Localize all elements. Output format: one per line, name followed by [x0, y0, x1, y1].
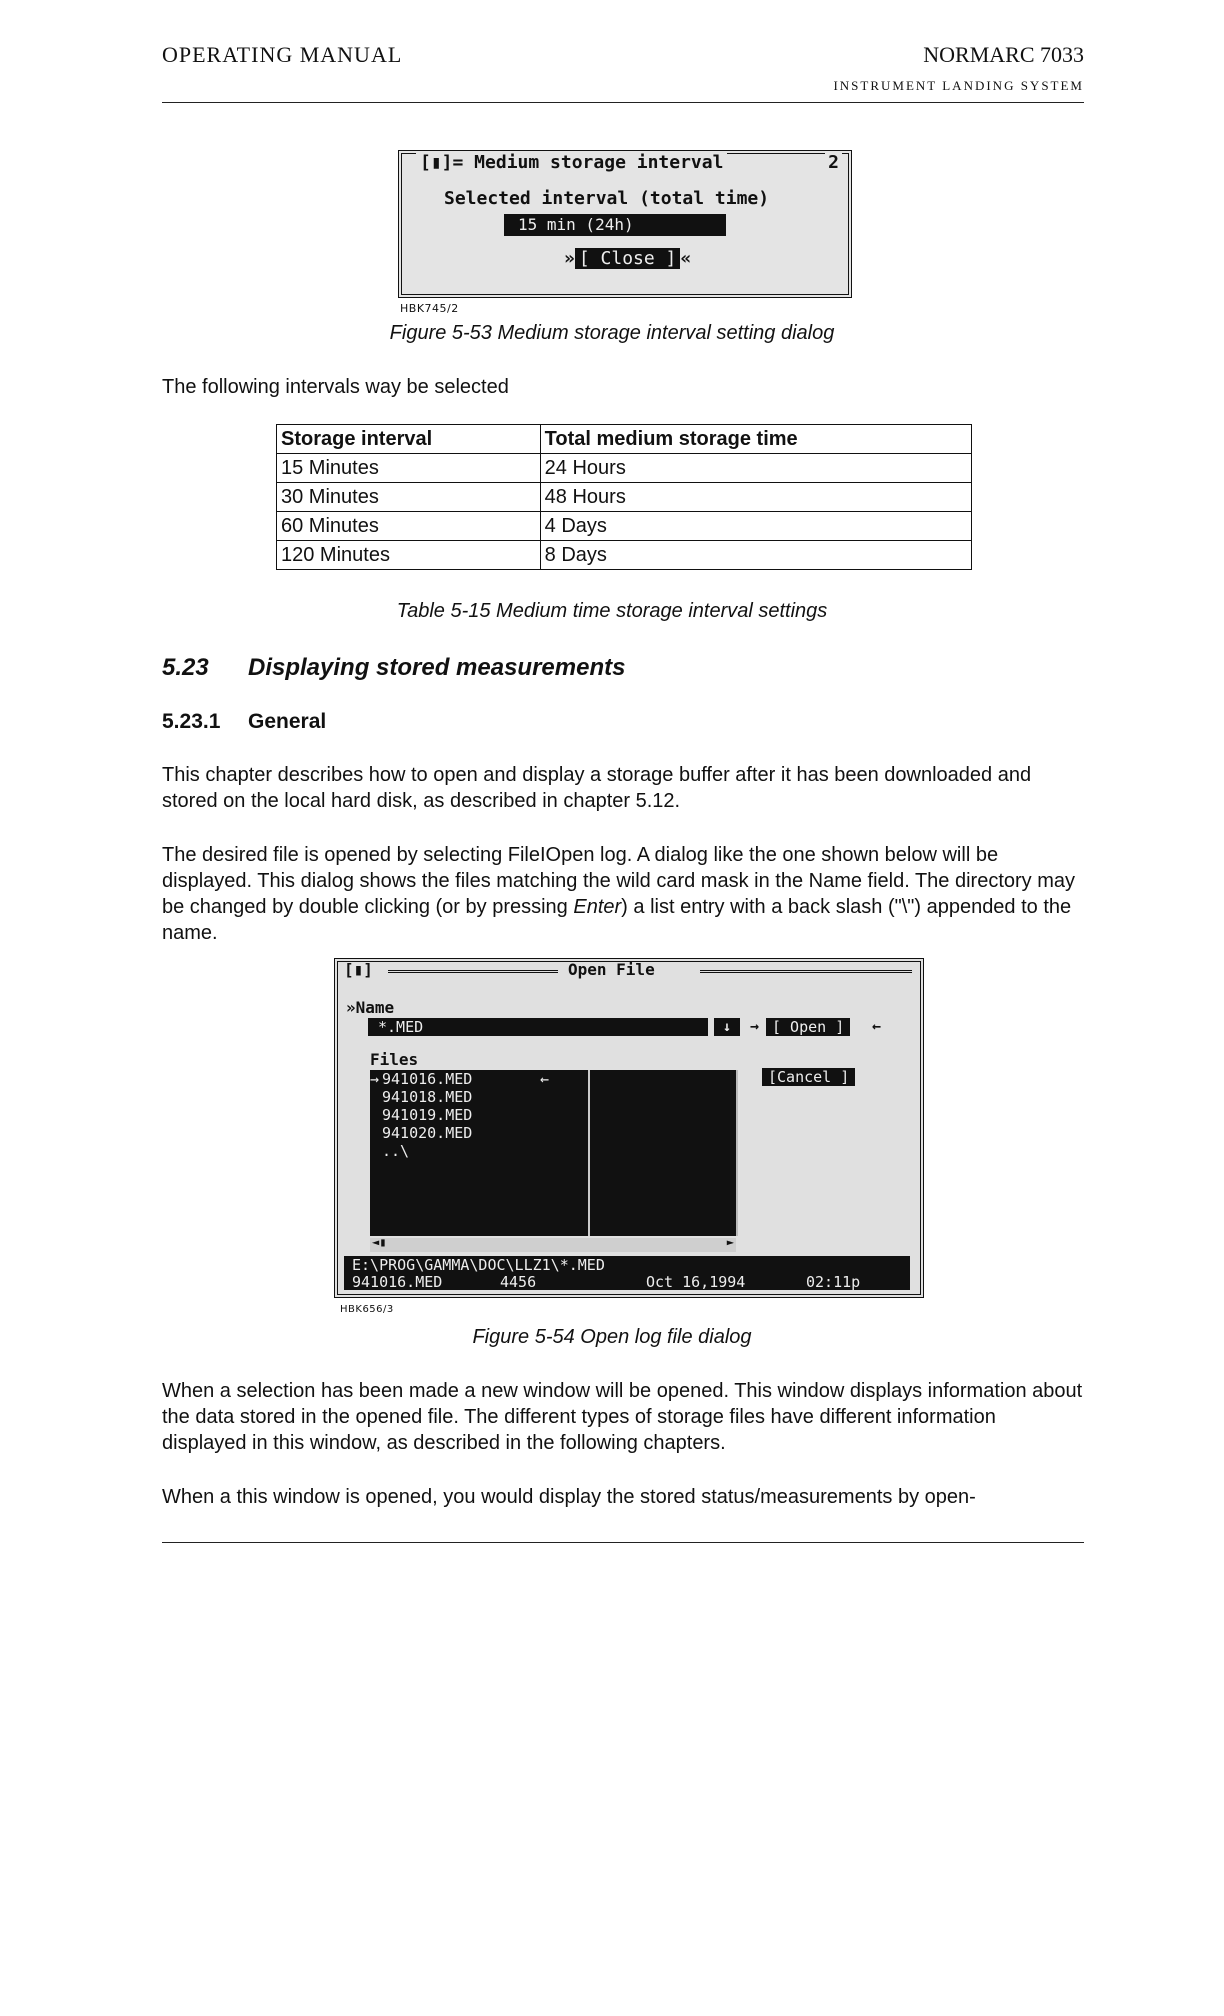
- selected-interval-field[interactable]: 15 min (24h): [504, 214, 726, 236]
- figure-caption: Figure 5-53 Medium storage interval setting dialog: [389, 322, 835, 344]
- list-item[interactable]: 941018.MED: [382, 1088, 473, 1106]
- list-item[interactable]: 941019.MED: [382, 1106, 473, 1124]
- selected-interval-label: Selected interval (total time): [444, 188, 770, 209]
- close-suffix: «: [680, 248, 692, 269]
- figure-id: HBK656/3: [340, 1304, 394, 1315]
- dialog-number: 2: [825, 152, 842, 173]
- scroll-right-icon[interactable]: ►: [726, 1235, 734, 1249]
- name-label-text: Name: [355, 998, 395, 1017]
- subsection-heading: [162, 710, 326, 734]
- header-product-sub: INSTRUMENT LANDING SYSTEM: [833, 78, 1084, 93]
- paragraph-3: When a selection has been made a new window will be opened. This window displays information about the data stored in the opened file. The different types of storage files have different information displayed in this window, as described in the following chapters.: [162, 1380, 1083, 1454]
- file-name: 941016.MED: [352, 1273, 443, 1291]
- header-rule: [162, 102, 1084, 103]
- close-button-label: [ Close ]: [575, 248, 681, 269]
- header-product: NORMARC 7033: [923, 42, 1084, 67]
- table-header: Storage interval: [277, 425, 541, 454]
- table-cell: 4 Days: [540, 512, 971, 541]
- table-row: [277, 512, 972, 541]
- open-prefix-arrow: →: [750, 1017, 760, 1035]
- subsection-number: 5.23.1: [162, 710, 221, 733]
- table-row: [277, 541, 972, 570]
- dialog-title: [▮]= Medium storage interval: [416, 152, 727, 173]
- table-row: [277, 483, 972, 512]
- dropdown-arrow-icon[interactable]: ↓: [714, 1018, 740, 1036]
- table-row: [277, 454, 972, 483]
- file-size: 4456: [500, 1273, 537, 1291]
- table-cell: 8 Days: [540, 541, 971, 570]
- section-heading: [162, 654, 625, 682]
- section-number: 5.23: [162, 654, 209, 681]
- column-divider: [588, 1070, 590, 1236]
- close-button[interactable]: [564, 248, 691, 269]
- intro-text: The following intervals way be selected: [162, 376, 509, 398]
- selected-marker: →: [370, 1070, 380, 1088]
- paragraph-1: This chapter describes how to open and display a storage buffer after it has been downloaded and stored on the local hard disk, as described in chapter 5.12.: [162, 764, 1032, 812]
- current-path: E:\PROG\GAMMA\DOC\LLZ1\*.MED: [352, 1256, 605, 1274]
- paragraph-2-part-a: The desired file is opened by selecting FileIOpen log. A dialog like the one shown below will be displayed. This dialog shows the files matching the wild card mask in the Name field. The directory may be changed by double clicking (or by pressing: [162, 844, 1076, 918]
- file-time: 02:11p: [806, 1273, 861, 1291]
- open-suffix-arrow: ←: [872, 1017, 882, 1035]
- table-cell: 60 Minutes: [277, 512, 541, 541]
- figure-caption: Figure 5-54 Open log file dialog: [472, 1326, 752, 1348]
- medium-storage-interval-dialog: [398, 150, 852, 298]
- paragraph-2-part-b: ) a list entry with a back slash ("\") appended to the name.: [162, 896, 1072, 944]
- table-cell: 48 Hours: [540, 483, 971, 512]
- table-header-row: [277, 425, 972, 454]
- table-caption: Table 5-15 Medium time storage interval settings: [396, 600, 828, 622]
- section-title: Displaying stored measurements: [248, 654, 626, 681]
- name-input[interactable]: *.MED: [368, 1018, 708, 1036]
- file-date: Oct 16,1994: [646, 1273, 746, 1291]
- interval-table: [276, 424, 972, 570]
- table-cell: 15 Minutes: [277, 454, 541, 483]
- horizontal-scrollbar[interactable]: [370, 1235, 736, 1252]
- table-header: Total medium storage time: [540, 425, 971, 454]
- list-item[interactable]: 941020.MED: [382, 1124, 473, 1142]
- paragraph-2: [162, 842, 1084, 946]
- focus-marker: »: [346, 998, 356, 1017]
- table-cell: 30 Minutes: [277, 483, 541, 512]
- title-bar-line: [388, 970, 558, 973]
- footer-rule: [162, 1542, 1084, 1543]
- title-bar-line: [700, 970, 912, 973]
- paragraph-2-emphasis: Enter: [573, 896, 622, 918]
- open-file-dialog: [334, 958, 924, 1298]
- table-cell: 120 Minutes: [277, 541, 541, 570]
- table-cell: 24 Hours: [540, 454, 971, 483]
- close-prefix: »: [564, 248, 575, 269]
- dialog-title: Open File: [568, 960, 655, 979]
- file-info-panel: [344, 1256, 910, 1290]
- subsection-title: General: [248, 710, 327, 733]
- list-item[interactable]: ..\: [382, 1142, 410, 1160]
- list-item[interactable]: 941016.MED: [382, 1070, 473, 1088]
- name-label: [346, 998, 394, 1017]
- window-menu-icon[interactable]: [▮]: [344, 960, 373, 979]
- header-manual-title: OPERATING MANUAL: [162, 42, 403, 67]
- selected-right-marker: ←: [540, 1070, 550, 1088]
- figure-id: HBK745/2: [400, 302, 459, 315]
- files-list[interactable]: [370, 1070, 738, 1236]
- open-button[interactable]: [ Open ]: [766, 1018, 850, 1036]
- paragraph-4: When a this window is opened, you would display the stored status/measurements by open-: [162, 1486, 976, 1508]
- files-label: Files: [370, 1050, 419, 1069]
- cancel-button[interactable]: [Cancel ]: [762, 1068, 855, 1086]
- scroll-left-icon[interactable]: ◄▮: [372, 1235, 387, 1249]
